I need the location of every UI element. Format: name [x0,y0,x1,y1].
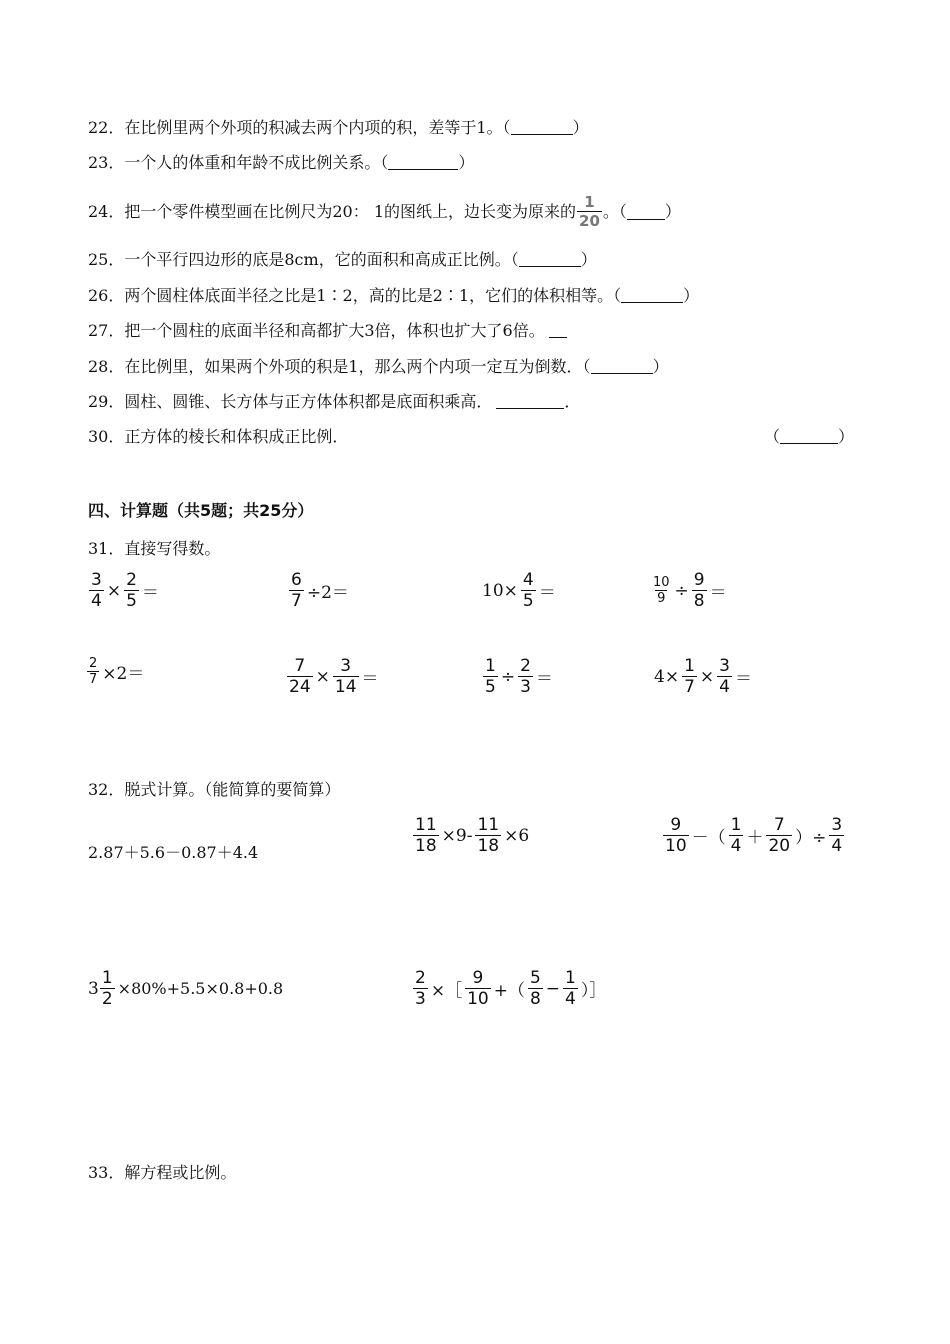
fraction [333,656,359,697]
equals: ＝ [361,669,379,689]
punct: 。（ [602,201,627,221]
denominator: 8 [529,989,541,1009]
question-text: 把一个圆柱的底面半径和高都扩大3倍，体积也扩大了6倍。 [124,321,545,340]
question-text: 两个圆柱体底面半径之比是1∶2，高的比是2∶1，它们的体积相等。（ [124,286,622,305]
paren-close: ） [458,153,475,172]
denominator: 4 [831,836,843,856]
calc-item [286,656,381,697]
answer-blank[interactable] [511,119,573,135]
numerator: 1 [485,656,496,676]
question-32-label: 32．脱式计算。（能简算的要简算） [88,780,341,799]
question-number: 30． [88,427,125,446]
operator: × [106,580,122,601]
numerator: 11 [415,815,437,835]
question-text: 一个人的体重和年龄不成比例关系。（ [124,153,389,172]
section-heading: 四、计算题（共5题；共25分） [88,501,314,520]
answer-blank[interactable] [496,393,564,409]
question-33-label: 33．解方程或比例。 [88,1163,237,1182]
fraction [651,575,672,606]
numerator: 3 [719,656,730,676]
operator: ×9- [441,825,473,846]
fraction [663,815,689,856]
numerator: 9 [472,968,484,988]
fraction [100,968,115,1009]
denominator: 10 [467,989,489,1009]
punct: ． [564,392,581,411]
fraction [475,815,501,856]
paren-close: ） [837,427,854,446]
numerator: 9 [670,815,682,835]
denominator: 7 [89,672,98,687]
fraction [521,570,536,611]
numerator: 3 [340,656,352,676]
question-number: 29． [88,392,125,411]
question-23 [88,152,474,174]
numerator: 1 [101,968,113,988]
numerator: 9 [693,570,705,590]
fraction [829,815,844,856]
fraction [577,193,602,230]
calc-item [480,570,558,611]
denominator: 5 [485,677,496,697]
question-number: 25． [88,250,125,269]
answer-paren [764,426,854,448]
paren-open: （ [763,427,780,446]
numerator: 10 [653,575,670,590]
operator: ×［ [430,981,463,1001]
operator: 10× [482,580,518,601]
numerator: 1 [565,968,576,988]
numerator: 1 [730,815,742,835]
operator: 4× [654,666,680,687]
operator: +（ [493,981,525,1001]
numerator: 7 [294,656,306,676]
answer-blank[interactable] [621,287,683,303]
operator: ）］ [580,981,607,1001]
numerator: 2 [126,570,137,590]
denominator: 4 [730,836,742,856]
fraction [483,656,498,697]
question-31-label: 31．直接写得数。 [88,539,221,558]
fraction [89,570,104,611]
denominator: 3 [415,989,426,1009]
answer-blank[interactable] [780,428,838,444]
calc-item [88,570,161,611]
whole-part: 3 [88,978,99,999]
calc-expr-4 [88,968,285,1009]
equals: ＝ [538,583,556,603]
operator: − [545,978,561,999]
answer-blank[interactable] [519,251,581,267]
paren-close: ） [580,250,597,269]
denominator: 10 [665,836,687,856]
fraction [528,968,543,1009]
answer-blank[interactable] [549,322,567,338]
fraction [717,656,732,697]
fraction [766,815,792,856]
operator: ＋ [746,828,764,848]
denominator: 9 [657,591,666,606]
fraction [682,656,697,697]
calc-expr-2 [412,815,531,856]
denominator: 20 [768,836,791,856]
question-number: 28． [88,357,125,376]
calc-item [288,570,351,611]
denominator: 18 [477,836,500,856]
calc-item [482,656,555,697]
numerator: 6 [291,570,302,590]
numerator: 1 [684,656,695,676]
denominator: 18 [415,836,437,856]
question-24 [88,193,681,230]
fraction [287,656,313,697]
numerator: 4 [522,570,534,590]
denominator: 2 [101,989,113,1009]
operator: ÷ [674,580,689,601]
question-text: 在比例里两个外项的积减去两个内项的积，差等于1。（ [124,118,511,137]
operator: × [699,666,715,687]
calc-expr-3 [662,815,845,856]
operator: ×2＝ [102,664,145,684]
fraction [413,968,428,1009]
question-number: 23． [88,153,125,172]
paren-close: ） [652,357,669,376]
denominator: 5 [522,591,534,611]
calc-expr-1: 2.87＋5.6－0.87＋4.4 [88,843,259,862]
question-27 [88,320,567,342]
calc-item [652,656,754,697]
operator: × [315,666,330,687]
operator: ×6 [504,825,530,846]
question-text: 圆柱、圆锥、长方体与正方体体积都是底面积乘高． [124,392,493,411]
denominator: 5 [126,591,137,611]
answer-blank[interactable] [591,358,653,374]
fraction [289,570,304,611]
operator: ÷2＝ [306,583,349,603]
equals: ＝ [535,669,553,689]
operator: ）÷ [795,828,827,848]
numerator: 2 [415,968,426,988]
question-text: 把一个零件模型画在比例尺为20： 1的图纸上，边长变为原来的 [124,201,577,221]
question-text: 一个平行四边形的底是8cm，它的面积和高成正比例。（ [124,250,519,269]
equals: ＝ [141,583,159,603]
numerator: 2 [520,656,531,676]
question-30 [88,426,854,448]
calc-item [86,656,146,687]
numerator: 11 [477,815,500,835]
fraction [518,656,533,697]
question-number: 24． [88,201,125,221]
question-25 [88,249,597,271]
numerator: 7 [773,815,785,835]
question-text: 在比例里，如果两个外项的积是1，那么两个内项一定互为倒数．（ [124,357,591,376]
denominator: 7 [291,591,302,611]
denominator: 20 [579,212,600,230]
equals: ＝ [709,583,727,603]
denominator: 7 [684,677,695,697]
operator: ÷ [500,666,516,687]
denominator: 24 [289,677,311,697]
question-number: 22． [88,118,125,137]
denominator: 14 [334,677,357,697]
operator: ×80%+5.5×0.8+0.8 [117,979,284,998]
denominator: 4 [91,591,102,611]
denominator: 8 [693,591,705,611]
numerator: 5 [529,968,541,988]
operator: －（ [691,828,726,848]
numerator: 3 [831,815,843,835]
fraction [465,968,491,1009]
paren-close: ） [683,286,700,305]
question-28 [88,356,669,378]
denominator: 3 [520,677,531,697]
fraction [692,570,707,611]
mixed-number [88,968,116,1009]
fraction [413,815,439,856]
numerator: 3 [91,570,102,590]
fraction [87,656,99,687]
calc-item [650,570,729,611]
question-29 [88,391,580,413]
denominator: 4 [719,677,730,697]
numerator: 2 [89,656,98,671]
question-26 [88,285,699,307]
question-number: 26． [88,286,125,305]
answer-blank[interactable] [388,154,458,170]
calc-expr-5 [412,968,608,1009]
paren-close: ） [572,118,589,137]
question-22 [88,117,589,139]
question-text: 正方体的棱长和体积成正比例． [124,427,349,446]
answer-blank[interactable] [627,204,665,220]
equals: ＝ [734,669,752,689]
numerator: 1 [584,193,595,211]
paren-close: ） [664,201,681,221]
fraction [124,570,139,611]
fraction [729,815,744,856]
question-number: 27． [88,321,125,340]
denominator: 4 [565,989,576,1009]
fraction [563,968,578,1009]
